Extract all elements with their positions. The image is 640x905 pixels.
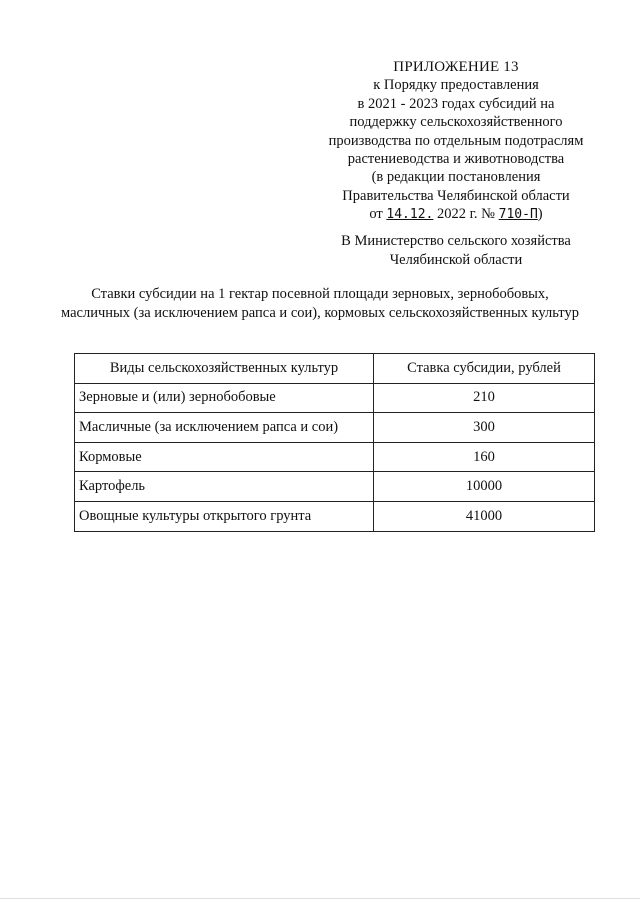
appendix-line: поддержку сельскохозяйственного: [349, 114, 563, 131]
crop-cell: Зерновые и (или) зернобобовые: [75, 383, 374, 413]
addressee-line: В Министерство сельского хозяйства: [341, 233, 571, 249]
appendix-line: (в редакции постановления: [371, 169, 541, 186]
crop-cell: Масличные (за исключением рапса и сои): [75, 413, 374, 443]
document-heading: Ставки субсидии на 1 гектар посевной площади зерновых, зернобобовых, масличных (за исключением рапса и сои), кормовых сельскохозяйственных культур: [61, 286, 579, 321]
closing-paren: ): [537, 206, 543, 223]
appendix-title: ПРИЛОЖЕНИЕ 13: [393, 59, 519, 75]
addressee-block: [318, 232, 594, 269]
table-row: [75, 501, 595, 531]
subsidy-rates-table: [74, 353, 595, 532]
column-header-rate: Ставка субсидии, рублей: [374, 354, 595, 384]
crop-cell: Кормовые: [75, 442, 374, 472]
resolution-date-line: [318, 205, 594, 224]
appendix-header: [318, 58, 594, 225]
table-row: [75, 383, 595, 413]
scan-edge-divider: [0, 898, 640, 899]
crop-cell: Картофель: [75, 472, 374, 502]
rate-cell: 10000: [374, 472, 595, 502]
column-header-crop: Виды сельскохозяйственных культур: [75, 354, 374, 384]
date-prefix: от: [369, 206, 383, 223]
crop-cell: Овощные культуры открытого грунта: [75, 501, 374, 531]
handwritten-date: 14.12.: [386, 207, 434, 223]
appendix-line: в 2021 - 2023 годах субсидий на: [357, 95, 555, 112]
rate-cell: 210: [374, 383, 595, 413]
handwritten-number: 710-П: [498, 207, 538, 223]
appendix-line: растениеводства и животноводства: [347, 151, 565, 168]
table-row: [75, 472, 595, 502]
rate-cell: 300: [374, 413, 595, 443]
table-row: [75, 442, 595, 472]
appendix-line: к Порядку предоставления: [373, 77, 539, 94]
addressee-line: Челябинской области: [389, 251, 523, 268]
resolution-year: 2022 г. №: [436, 206, 496, 223]
table-header-row: [75, 354, 595, 384]
appendix-line: Правительства Челябинской области: [342, 187, 570, 204]
rate-cell: 160: [374, 442, 595, 472]
rate-cell: 41000: [374, 501, 595, 531]
table-row: [75, 413, 595, 443]
appendix-line: производства по отдельным подотраслям: [328, 132, 584, 149]
